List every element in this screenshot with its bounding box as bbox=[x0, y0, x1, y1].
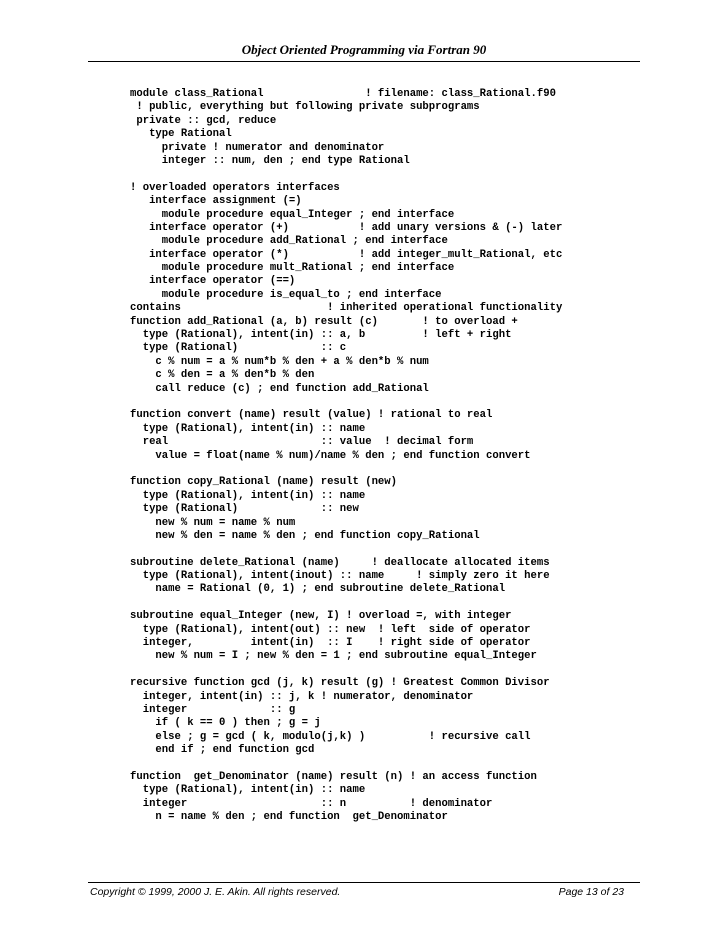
code-line: interface assignment (=) bbox=[130, 195, 302, 208]
code-line bbox=[130, 463, 562, 476]
code-line: ! overloaded operators interfaces bbox=[130, 181, 340, 194]
footer-copyright: Copyright © 1999, 2000 J. E. Akin. All rights reserved. bbox=[90, 886, 341, 898]
code-line bbox=[130, 543, 562, 556]
code-line: real :: value ! decimal form bbox=[130, 436, 474, 449]
code-line: function copy_Rational (name) result (new) bbox=[130, 476, 398, 489]
code-line: function get_Denominator (name) result (n) ! an access function bbox=[130, 770, 537, 783]
code-line: c % num = a % num*b % den + a % den*b % num bbox=[130, 355, 429, 368]
code-line bbox=[130, 396, 562, 409]
code-line: type (Rational), intent(inout) :: name ! simply zero it here bbox=[130, 570, 550, 583]
code-line: type (Rational), intent(out) :: new ! left side of operator bbox=[130, 623, 531, 636]
code-line: interface operator (==) bbox=[130, 275, 296, 288]
code-line: private :: gcd, reduce bbox=[130, 114, 277, 127]
footer-divider bbox=[88, 882, 640, 883]
code-line bbox=[130, 664, 562, 677]
code-line: module procedure mult_Rational ; end interface bbox=[130, 262, 455, 275]
code-line: private ! numerator and denominator bbox=[130, 141, 385, 154]
code-line: value = float(name % num)/name % den ; end function convert bbox=[130, 449, 531, 462]
code-line bbox=[130, 758, 562, 771]
code-line: type (Rational), intent(in) :: a, b ! left + right bbox=[130, 329, 512, 342]
code-line: function convert (name) result (value) ! rational to real bbox=[130, 409, 493, 422]
code-line: else ; g = gcd ( k, modulo(j,k) ) ! recursive call bbox=[130, 730, 531, 743]
code-line: n = name % den ; end function get_Denominator bbox=[130, 811, 448, 824]
code-line: module class_Rational ! filename: class_Rational.f90 bbox=[130, 88, 556, 100]
code-line: module procedure is_equal_to ; end interface bbox=[130, 288, 442, 301]
code-line: new % num = name % num bbox=[130, 516, 296, 529]
code-line: type (Rational), intent(in) :: name bbox=[130, 489, 366, 502]
page-header-title: Object Oriented Programming via Fortran 90 bbox=[241, 42, 487, 57]
code-line: integer, intent(in) :: I ! right side of operator bbox=[130, 637, 531, 650]
footer-page-number: Page 13 of 23 bbox=[558, 886, 624, 898]
code-line: integer, intent(in) :: j, k ! numerator, denominator bbox=[130, 690, 474, 703]
code-line: if ( k == 0 ) then ; g = j bbox=[130, 717, 321, 730]
code-line: module procedure add_Rational ; end interface bbox=[130, 235, 448, 248]
code-line: type (Rational) :: c bbox=[130, 342, 347, 355]
code-line: end if ; end function gcd bbox=[130, 744, 315, 757]
code-line: integer :: num, den ; end type Rational bbox=[130, 154, 410, 167]
code-line: function add_Rational (a, b) result (c) ! to overload + bbox=[130, 315, 518, 328]
code-line: integer :: n ! denominator bbox=[130, 797, 493, 810]
code-line: type (Rational), intent(in) :: name bbox=[130, 784, 366, 797]
code-line: subroutine delete_Rational (name) ! deallocate allocated items bbox=[130, 556, 550, 569]
code-line: name = Rational (0, 1) ; end subroutine delete_Rational bbox=[130, 583, 506, 596]
code-line: module procedure equal_Integer ; end interface bbox=[130, 208, 455, 221]
code-line bbox=[130, 168, 562, 181]
code-line: new % den = name % den ; end function copy_Rational bbox=[130, 529, 480, 542]
code-line: interface operator (+) ! add unary versions & (-) later bbox=[130, 221, 563, 234]
code-line: new % num = I ; new % den = 1 ; end subroutine equal_Integer bbox=[130, 650, 537, 663]
code-line: contains ! inherited operational functionality bbox=[130, 302, 563, 315]
header-divider bbox=[88, 61, 640, 62]
code-listing bbox=[130, 88, 562, 824]
code-line: type (Rational) :: new bbox=[130, 503, 359, 516]
code-line: call reduce (c) ; end function add_Rational bbox=[130, 382, 429, 395]
code-line bbox=[130, 597, 562, 610]
code-line: recursive function gcd (j, k) result (g) ! Greatest Common Divisor bbox=[130, 677, 550, 690]
code-line: interface operator (*) ! add integer_mult_Rational, etc bbox=[130, 248, 563, 261]
code-line: type (Rational), intent(in) :: name bbox=[130, 422, 366, 435]
code-line: subroutine equal_Integer (new, I) ! overload =, with integer bbox=[130, 610, 512, 623]
code-line: integer :: g bbox=[130, 703, 296, 716]
code-line: type Rational bbox=[130, 128, 232, 141]
code-line: c % den = a % den*b % den bbox=[130, 369, 315, 382]
code-line: ! public, everything but following private subprograms bbox=[130, 101, 480, 114]
